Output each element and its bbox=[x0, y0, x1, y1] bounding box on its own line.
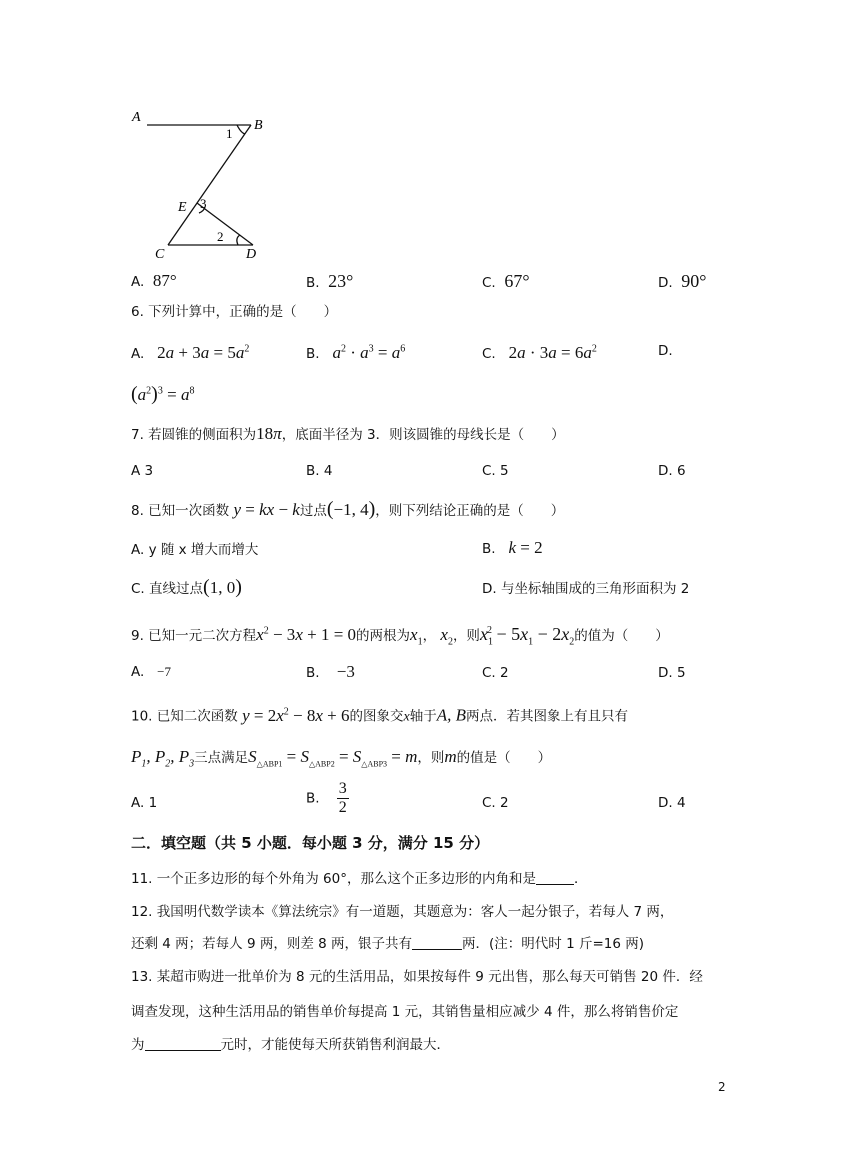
q11 bbox=[131, 870, 587, 888]
q9-stem-part: 的值为（ ） bbox=[574, 628, 669, 644]
q10-stem-part: 两点．若其图象上有且只有 bbox=[465, 708, 628, 725]
q11-text: ． bbox=[573, 871, 588, 887]
q8-function: y = kx − k bbox=[233, 500, 300, 519]
q9-option-a bbox=[131, 664, 171, 680]
q13-text: 为 bbox=[131, 1037, 145, 1053]
angle-1-arc bbox=[237, 125, 245, 134]
q10-stem-part: 轴于 bbox=[409, 708, 437, 725]
q9-stem-part: ，则 bbox=[452, 628, 480, 644]
q9-stem-part: 9. 已知一元二次方程 bbox=[131, 628, 257, 644]
q10-points-ab: A, B bbox=[436, 705, 466, 725]
q10-stem-part: 三点满足 bbox=[194, 750, 249, 766]
option-letter: A. bbox=[131, 664, 145, 680]
q6-stem: 6. 下列计算中，正确的是（ ） bbox=[131, 304, 338, 320]
q8-option-c-point: (1, 0) bbox=[203, 576, 242, 598]
q13-line1: 13. 某超市购进一批单价为 8 元的生活用品，如果按每件 9 元出售，那么每天可销售 20 件．经 bbox=[131, 969, 703, 985]
option-letter: B. bbox=[482, 541, 496, 557]
q9-root-2: $x_2$ bbox=[440, 625, 453, 648]
q12-text: 还剩 4 两；若每人 9 两，则差 8 两，银子共有 bbox=[131, 936, 413, 952]
q10-stem-line2 bbox=[131, 748, 551, 773]
q10-axis-x: x bbox=[403, 709, 410, 725]
q13-line2: 调查发现，这种生活用品的销售单价每提高 1 元，其销售量相应减少 4 件，那么将销售价定 bbox=[131, 1004, 679, 1020]
q10-option-b bbox=[306, 780, 349, 817]
q10-stem-part: 的图象交 bbox=[349, 708, 404, 725]
q10-option-b-fraction bbox=[337, 780, 349, 817]
option-letter: D. bbox=[658, 343, 673, 359]
q10-option-a: A. 1 bbox=[131, 795, 158, 811]
q12-line1: 12. 我国明代数学读本《算法统宗》有一道题，其题意为：客人一起分银子，若每人 7 两， bbox=[131, 904, 674, 920]
q8-stem bbox=[131, 500, 564, 520]
q6-formula-d: $(a^2)^3 = a^8$ bbox=[131, 383, 195, 405]
q5-option-c bbox=[482, 271, 530, 292]
option-letter: A. bbox=[131, 274, 145, 290]
label-c: C bbox=[155, 247, 165, 262]
option-letter: B. bbox=[306, 346, 320, 362]
label-b: B bbox=[254, 118, 263, 133]
q7-stem bbox=[131, 425, 565, 444]
q12-line2 bbox=[131, 935, 644, 953]
q12-answer-blank[interactable] bbox=[412, 935, 462, 950]
q7-area-formula: 18π bbox=[256, 424, 282, 443]
q7-option-b: B. 4 bbox=[306, 463, 333, 479]
section-2-title: 二．填空题（共 5 小题．每小题 3 分，满分 15 分） bbox=[131, 834, 490, 852]
q8-option-c bbox=[131, 578, 242, 598]
q8-stem-part: ，则下列结论正确的是（ ） bbox=[375, 503, 565, 519]
label-e: E bbox=[178, 200, 187, 215]
q10-stem-line1 bbox=[131, 703, 628, 727]
q8-stem-part: 过点 bbox=[299, 503, 327, 519]
q8-option-b-formula: k = 2 bbox=[508, 538, 543, 557]
q10-stem-part: ，则 bbox=[417, 750, 445, 766]
q6-formula-c: $2a \cdot 3a = 6a^2$ bbox=[508, 343, 597, 362]
label-angle-2: 2 bbox=[217, 229, 224, 244]
q8-option-b bbox=[482, 539, 543, 558]
q12-text: 两．(注：明代时 1 斤=16 两) bbox=[462, 936, 645, 952]
q13-line3 bbox=[131, 1036, 450, 1054]
q10-stem-part: 10. 已知二次函数 bbox=[131, 708, 238, 725]
q13-text: 元时，才能使每天所获销售利润最大． bbox=[220, 1037, 450, 1053]
q9-expression: $x_1^2 - 5x_1 - 2x_2$ bbox=[479, 624, 575, 648]
option-text: 23° bbox=[328, 271, 354, 291]
q10-option-d: D. 4 bbox=[658, 795, 686, 811]
q9-option-c: C. 2 bbox=[482, 665, 509, 681]
geometry-figure bbox=[125, 105, 275, 265]
q6-option-c bbox=[482, 343, 597, 363]
page-number: 2 bbox=[718, 1080, 726, 1094]
q9-equation: $x^2 - 3x + 1 = 0$ bbox=[256, 625, 357, 644]
option-letter: B. bbox=[306, 790, 320, 807]
q6-formula-a: $2a + 3a = 5a^2$ bbox=[157, 343, 250, 362]
figure-lines bbox=[147, 125, 253, 245]
q9-option-b bbox=[306, 662, 355, 682]
label-d: D bbox=[246, 247, 257, 262]
q10-function: $y = 2x^2 - 8x + 6$ bbox=[242, 705, 350, 725]
label-angle-3: 3 bbox=[200, 196, 207, 211]
q11-answer-blank[interactable] bbox=[536, 870, 574, 885]
option-letter: A. bbox=[131, 346, 145, 362]
q11-text: 11. 一个正多边形的每个外角为 60°，那么这个正多边形的内角和是 bbox=[131, 871, 536, 887]
q10-var-m: m bbox=[444, 747, 457, 766]
option-letter: D. bbox=[658, 275, 673, 291]
q10-option-c: C. 2 bbox=[482, 795, 509, 811]
q6-option-b bbox=[306, 343, 405, 363]
q9-stem: 9. 已知一元二次方程$x^2 - 3x + 1 = 0$的两根为$x_1$， $x_2$，则$x_1^2 - 5x_1 - 2x_2$的值为（ ） bbox=[131, 624, 669, 648]
label-angle-1: 1 bbox=[226, 126, 233, 141]
q7-option-a: A 3 bbox=[131, 463, 154, 479]
q6-option-a bbox=[131, 343, 249, 363]
q9-root-1: $x_1$ bbox=[410, 625, 423, 648]
q5-option-d bbox=[658, 271, 706, 292]
option-letter: B. bbox=[306, 275, 320, 291]
q9-option-d: D. 5 bbox=[658, 665, 686, 681]
option-text: 87° bbox=[152, 271, 177, 290]
option-text: −3 bbox=[336, 662, 355, 681]
q5-option-b bbox=[306, 271, 353, 292]
q8-point: (−1, 4) bbox=[326, 498, 376, 520]
q7-stem-part: ，底面半径为 3．则该圆锥的母线长是（ ） bbox=[281, 427, 565, 443]
q13-answer-blank[interactable] bbox=[145, 1036, 221, 1051]
q6-formula-b: $a^2 \cdot a^3 = a^6$ bbox=[332, 343, 406, 362]
label-a: A bbox=[132, 110, 141, 125]
q7-option-c: C. 5 bbox=[482, 463, 509, 479]
segment-bc bbox=[168, 125, 251, 245]
option-text: 67° bbox=[504, 271, 530, 291]
q6-option-d bbox=[658, 343, 673, 359]
q9-stem-part: 的两根为 bbox=[356, 628, 411, 644]
q10-stem-part: 的值是（ ） bbox=[456, 750, 552, 766]
option-letter: B. bbox=[306, 665, 320, 681]
option-letter: C. bbox=[482, 346, 496, 362]
option-text: −7 bbox=[157, 664, 172, 679]
q10-points-p: $P_1$, $P_2$, $P_3$ bbox=[131, 747, 195, 770]
fraction-denominator: 2 bbox=[338, 799, 347, 816]
q8-option-c-text: C. 直线过点 bbox=[131, 581, 204, 597]
q10-area-condition: $S_{\triangle ABP1} = S_{\triangle ABP2} = S_{\triangle ABP3} = m$ bbox=[248, 747, 418, 769]
angle-2-arc bbox=[237, 235, 240, 245]
q5-option-a bbox=[131, 271, 177, 291]
option-letter: C. bbox=[482, 275, 496, 291]
fraction-numerator: 3 bbox=[338, 780, 347, 797]
q8-stem-part: 8. 已知一次函数 bbox=[131, 503, 230, 519]
q8-option-a: A. y 随 x 增大而增大 bbox=[131, 542, 259, 558]
q8-option-d: D. 与坐标轴围成的三角形面积为 2 bbox=[482, 581, 690, 597]
option-text: 90° bbox=[681, 271, 707, 291]
q7-stem-part: 7. 若圆锥的侧面积为 bbox=[131, 427, 257, 443]
q7-option-d: D. 6 bbox=[658, 463, 686, 479]
